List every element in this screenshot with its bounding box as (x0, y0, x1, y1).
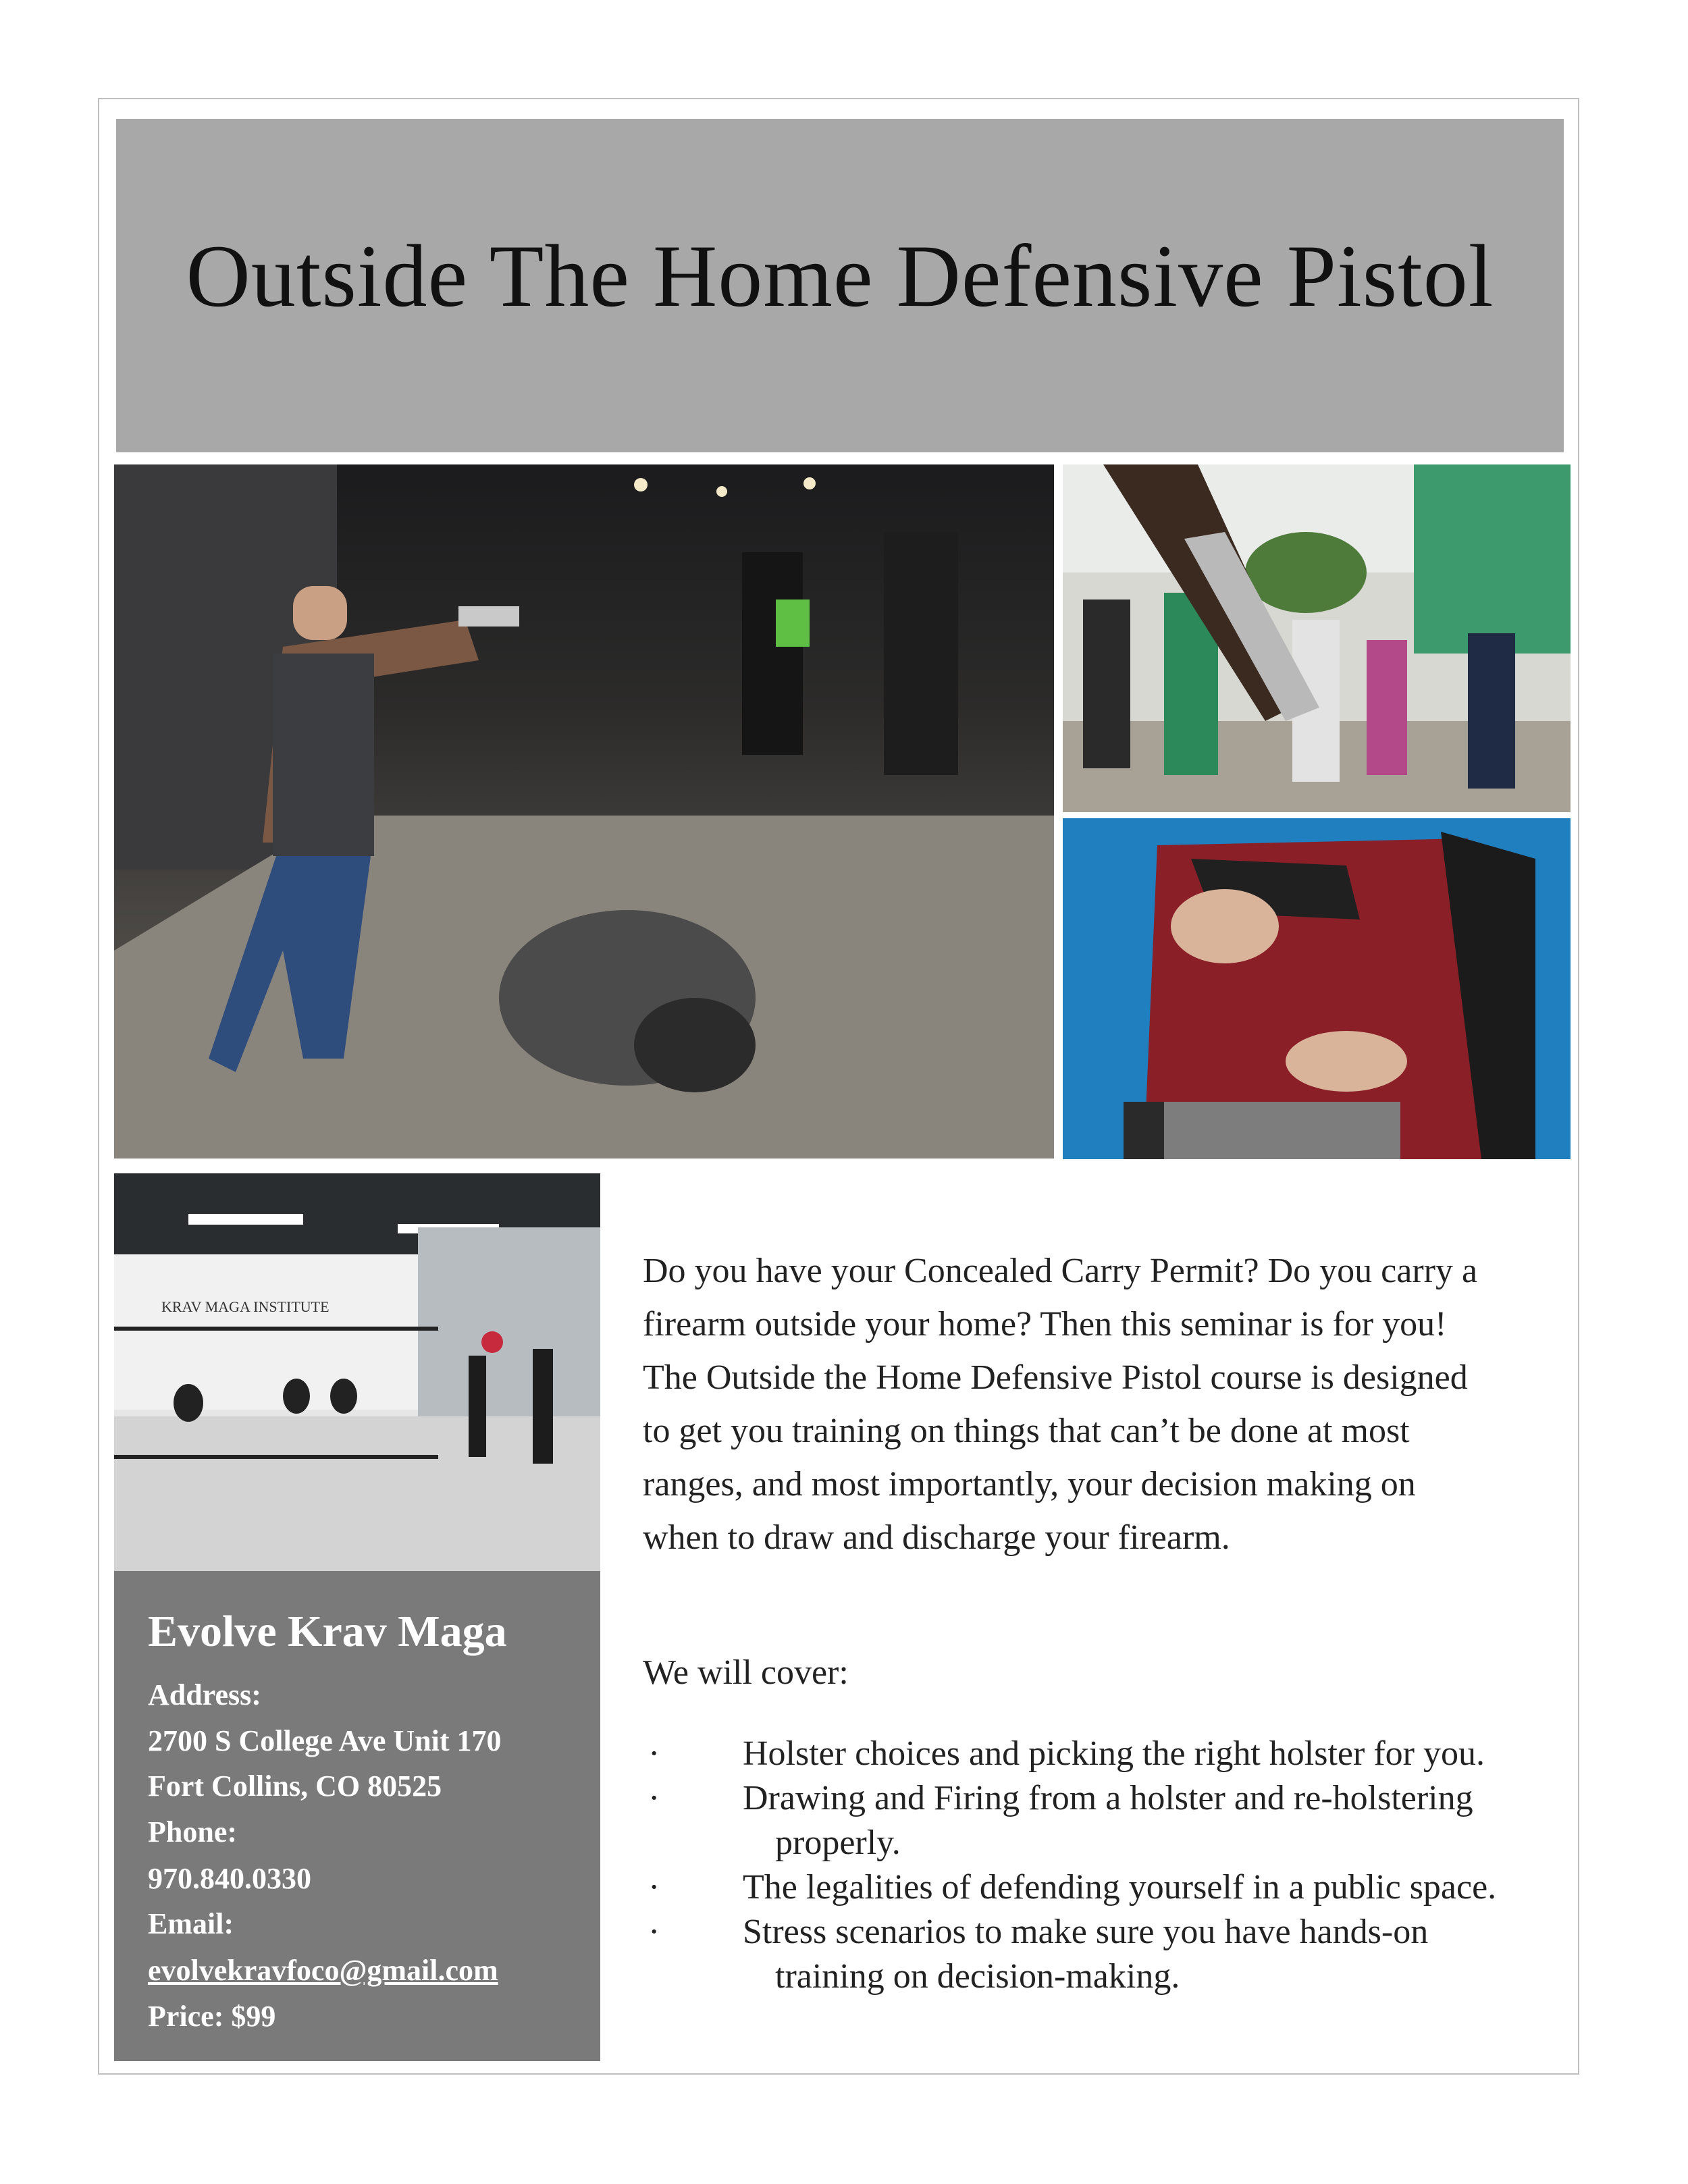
bullet-text: The legalities of defending yourself in a public space. (743, 1868, 1497, 1907)
description-line: when to draw and discharge your firearm. (643, 1518, 1230, 1557)
bullet-text: Drawing and Firing from a holster and re-holstering (743, 1779, 1473, 1817)
running-crowd-photo (1063, 464, 1571, 812)
bullet-text-continued: properly. (775, 1823, 901, 1862)
course-description (643, 1244, 1575, 1564)
list-item (643, 1865, 1575, 1910)
phone-label: Phone: (148, 1815, 237, 1848)
bullet-text: Stress scenarios to make sure you have hands-on (743, 1913, 1429, 1951)
bullet-dot: · (648, 1734, 660, 1773)
price: Price: $99 (148, 2000, 276, 2033)
title-banner (116, 119, 1564, 452)
holster-draw-photo (1063, 818, 1571, 1159)
cover-heading: We will cover: (643, 1653, 849, 1692)
description-line: Do you have your Concealed Carry Permit? Do you carry a (643, 1252, 1478, 1290)
list-item (643, 1910, 1575, 1999)
address-line-2: Fort Collins, CO 80525 (148, 1769, 442, 1803)
topics-list (643, 1732, 1575, 1999)
address-label: Address: (148, 1678, 261, 1711)
bullet-dot: · (648, 1913, 660, 1951)
description-line: ranges, and most importantly, your decision making on (643, 1465, 1416, 1503)
krav-maga-gym-photo (114, 1173, 600, 1574)
description-line: The Outside the Home Defensive Pistol course is designed (643, 1358, 1468, 1397)
bullet-text: Holster choices and picking the right holster for you. (743, 1734, 1485, 1773)
street-confrontation-photo (114, 464, 1054, 1158)
gym-sign-text: KRAV MAGA INSTITUTE (161, 1298, 329, 1315)
page-title: Outside The Home Defensive Pistol (186, 226, 1494, 325)
business-name: Evolve Krav Maga (148, 1607, 507, 1656)
bullet-dot: · (648, 1779, 660, 1817)
bullet-dot: · (648, 1868, 660, 1907)
list-item (643, 1776, 1575, 1865)
contact-info-box (114, 1571, 600, 2061)
description-line: to get you training on things that can’t be done at most (643, 1412, 1410, 1450)
address-line-1: 2700 S College Ave Unit 170 (148, 1724, 502, 1757)
email-label: Email: (148, 1907, 234, 1940)
list-item (643, 1732, 1575, 1776)
phone-number: 970.840.0330 (148, 1862, 311, 1895)
email-link[interactable]: evolvekravfoco@gmail.com (148, 1954, 498, 1987)
bullet-text-continued: training on decision-making. (775, 1957, 1180, 1996)
description-line: firearm outside your home? Then this seminar is for you! (643, 1305, 1447, 1343)
